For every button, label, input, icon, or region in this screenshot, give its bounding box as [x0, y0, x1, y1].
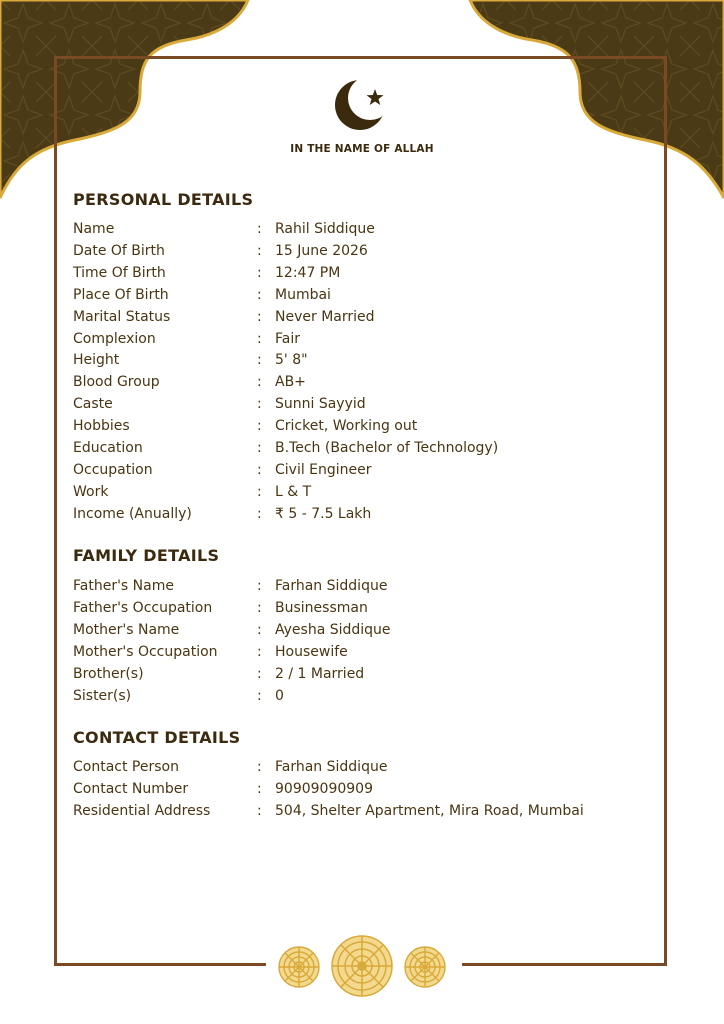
field-separator: : — [257, 643, 262, 660]
personal-row — [73, 415, 673, 437]
personal-row — [73, 306, 673, 328]
field-label: Blood Group — [73, 374, 160, 391]
field-label: Father's Name — [73, 578, 174, 594]
field-value: Farhan Siddique — [275, 759, 388, 775]
field-label: Occupation — [73, 461, 153, 478]
field-label: Residential Address — [73, 802, 211, 819]
contact-details-title: CONTACT DETAILS — [73, 728, 241, 747]
frame-bottom-left — [54, 963, 266, 966]
field-separator: : — [257, 621, 262, 638]
frame-bottom-right — [462, 963, 667, 966]
field-label: Mother's Name — [73, 621, 180, 638]
field-label: Marital Status — [73, 308, 171, 325]
field-separator: : — [257, 505, 262, 522]
field-label: Height — [73, 352, 120, 369]
field-label: Date Of Birth — [73, 242, 165, 259]
field-value: L & T — [275, 483, 312, 500]
field-separator: : — [257, 802, 262, 819]
mandala-small-left-icon — [277, 945, 321, 989]
field-separator: : — [257, 330, 262, 347]
field-value: 5' 8" — [275, 352, 308, 369]
field-separator: : — [257, 221, 262, 237]
field-separator: : — [257, 578, 262, 594]
field-label: Time Of Birth — [73, 264, 166, 281]
field-separator: : — [257, 264, 262, 281]
field-value: 2 / 1 Married — [275, 665, 365, 682]
field-separator: : — [257, 461, 262, 478]
field-value: Sunni Sayyid — [275, 396, 366, 413]
field-separator: : — [257, 665, 262, 682]
field-label: Hobbies — [73, 418, 130, 435]
field-value: AB+ — [275, 374, 306, 391]
field-label: Sister(s) — [73, 687, 132, 704]
personal-details-title: PERSONAL DETAILS — [73, 190, 254, 209]
field-value: 504, Shelter Apartment, Mira Road, Mumbai — [275, 802, 584, 819]
field-value: Farhan Siddique — [275, 578, 388, 594]
contact-row — [73, 756, 673, 778]
field-label: Income (Anually) — [73, 505, 192, 522]
field-label: Caste — [73, 396, 113, 413]
field-value: Cricket, Working out — [275, 418, 418, 435]
field-label: Mother's Occupation — [73, 643, 218, 660]
field-separator: : — [257, 374, 262, 391]
field-value: 90909090909 — [275, 780, 373, 797]
field-label: Father's Occupation — [73, 599, 213, 616]
family-row — [73, 575, 673, 597]
field-separator: : — [257, 352, 262, 369]
field-separator: : — [257, 599, 262, 616]
personal-row — [73, 218, 673, 240]
personal-row — [73, 328, 673, 350]
crescent-star-icon — [333, 75, 391, 135]
field-value: Never Married — [275, 308, 375, 325]
field-value: ₹ 5 - 7.5 Lakh — [275, 505, 372, 522]
field-value: 15 June 2026 — [275, 242, 368, 259]
field-separator: : — [257, 780, 262, 797]
field-label: Name — [73, 221, 115, 237]
field-separator: : — [257, 418, 262, 435]
field-value: Mumbai — [275, 286, 331, 303]
field-label: Place Of Birth — [73, 286, 169, 303]
field-label: Work — [73, 483, 109, 500]
field-value: B.Tech (Bachelor of Technology) — [275, 440, 499, 456]
mandala-small-right-icon — [403, 945, 447, 989]
personal-row — [73, 349, 673, 371]
field-separator: : — [257, 440, 262, 456]
field-label: Complexion — [73, 330, 156, 347]
field-value: Ayesha Siddique — [275, 621, 391, 638]
field-separator: : — [257, 286, 262, 303]
family-row — [73, 685, 673, 707]
family-details-title: FAMILY DETAILS — [73, 546, 220, 565]
field-separator: : — [257, 308, 262, 325]
contact-row — [73, 778, 673, 800]
field-value: 0 — [275, 687, 284, 704]
field-label: Contact Person — [73, 759, 179, 775]
contact-row — [73, 800, 673, 822]
field-value: Housewife — [275, 643, 348, 660]
personal-row — [73, 284, 673, 306]
personal-row — [73, 459, 673, 481]
field-value: Businessman — [275, 599, 368, 616]
field-label: Education — [73, 440, 143, 456]
field-value: Rahil Siddique — [275, 221, 375, 237]
family-row — [73, 641, 673, 663]
field-separator: : — [257, 759, 262, 775]
family-row — [73, 619, 673, 641]
field-separator: : — [257, 396, 262, 413]
personal-row — [73, 393, 673, 415]
personal-row — [73, 371, 673, 393]
field-separator: : — [257, 687, 262, 704]
mandala-large-center-icon — [330, 934, 394, 998]
personal-row — [73, 262, 673, 284]
field-label: Contact Number — [73, 780, 189, 797]
field-separator: : — [257, 242, 262, 259]
field-value: Fair — [275, 330, 300, 347]
field-value: Civil Engineer — [275, 461, 372, 478]
personal-row — [73, 437, 673, 459]
family-row — [73, 597, 673, 619]
personal-row — [73, 240, 673, 262]
invocation-text: IN THE NAME OF ALLAH — [290, 143, 434, 155]
personal-row — [73, 503, 673, 525]
field-separator: : — [257, 483, 262, 500]
personal-row — [73, 481, 673, 503]
field-label: Brother(s) — [73, 665, 144, 682]
family-row — [73, 663, 673, 685]
field-value: 12:47 PM — [275, 264, 341, 281]
